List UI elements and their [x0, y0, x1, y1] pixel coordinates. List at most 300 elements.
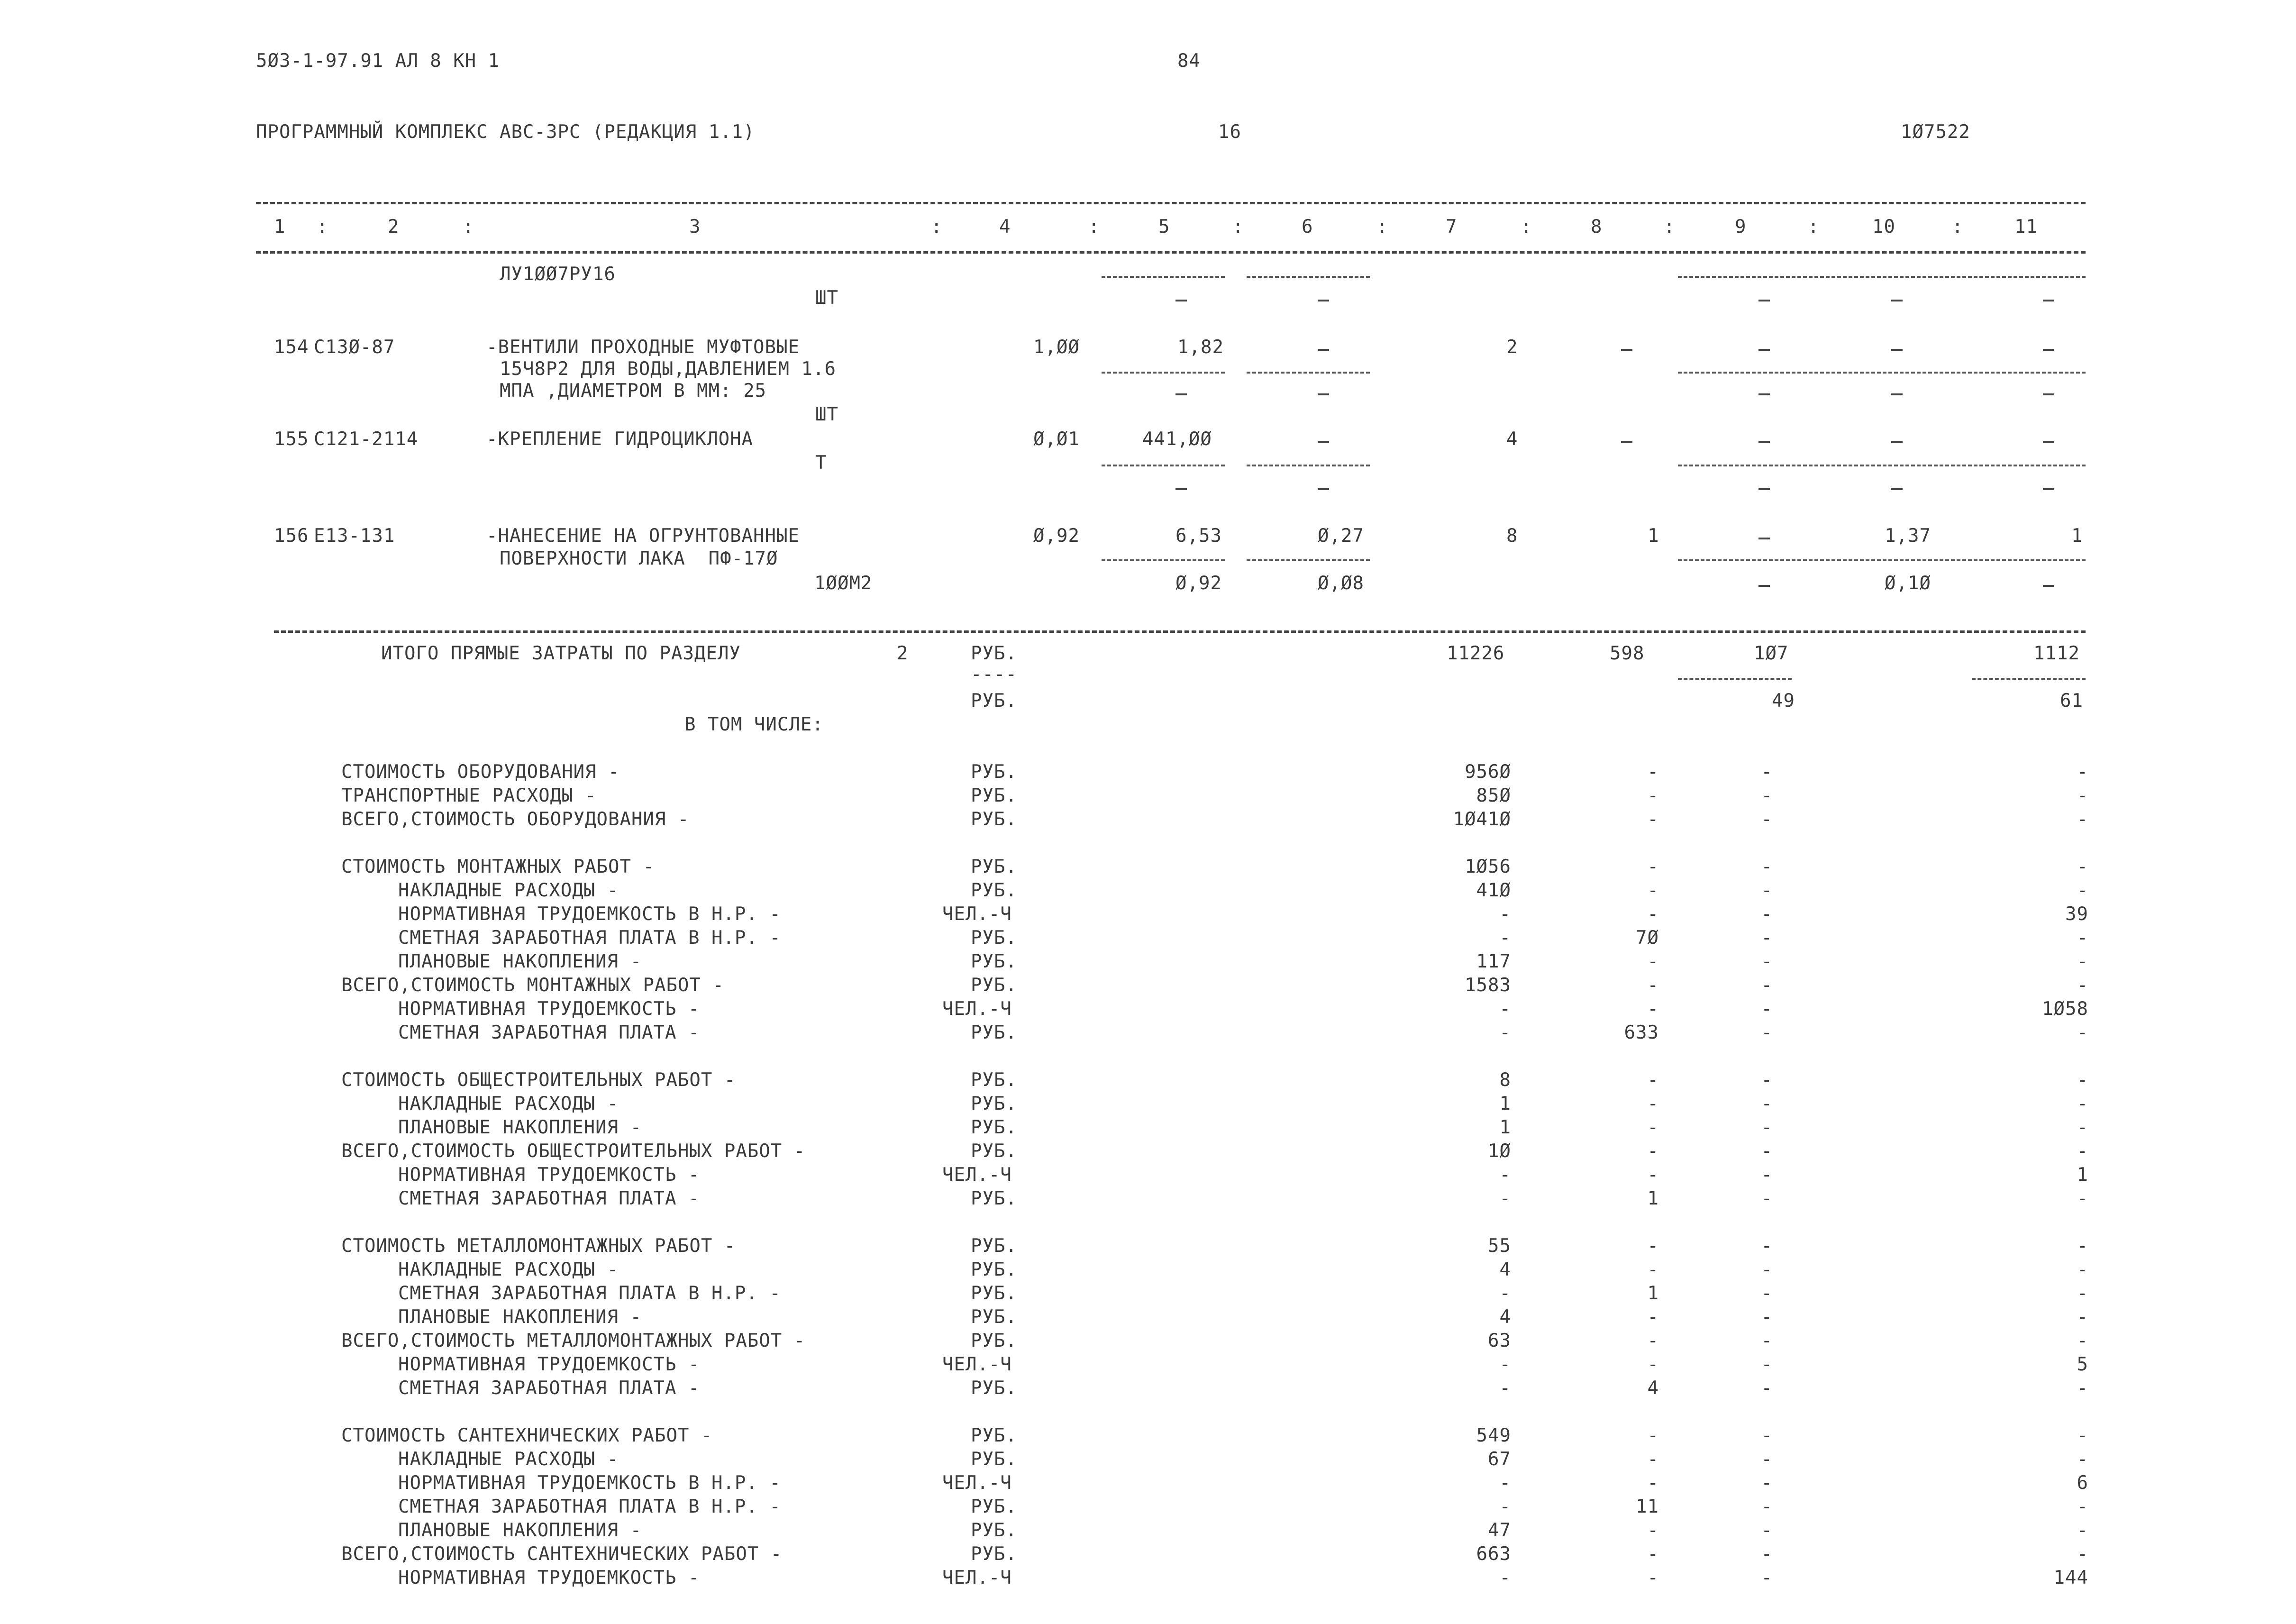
cost-row-col8: - [1647, 785, 1659, 806]
item-description: ЛУ1ØØ7РУ16 [500, 264, 616, 285]
cost-row-label: ВСЕГО,СТОИМОСТЬ ОБОРУДОВАНИЯ - [341, 809, 690, 830]
cost-row-col9: - [1761, 1567, 1773, 1588]
cost-row-col8: - [1647, 1520, 1659, 1541]
cost-row-col8: - [1647, 1425, 1659, 1446]
cost-row-unit: ЧЕЛ.-Ч [942, 1164, 1012, 1186]
cost-row-label: СМЕТНАЯ ЗАРАБОТНАЯ ПЛАТА В Н.Р. - [398, 1496, 781, 1517]
cost-row-label: ПЛАНОВЫЕ НАКОПЛЕНИЯ - [398, 1520, 642, 1541]
split-rule [1678, 276, 2086, 278]
split-rule [1247, 465, 1370, 466]
column-header: 6 [1302, 216, 1313, 237]
cost-row-unit: РУБ. [971, 975, 1017, 996]
cost-row-label: ПЛАНОВЫЕ НАКОПЛЕНИЯ - [398, 1117, 642, 1138]
total-unit: РУБ. [971, 690, 1017, 712]
cost-row-col9: - [1761, 1235, 1773, 1257]
split-rule [1247, 276, 1370, 278]
cost-row-col9: - [1761, 1472, 1773, 1494]
cost-row-col11: 144 [2053, 1567, 2088, 1588]
cost-row-col8: - [1647, 809, 1659, 830]
item-code: С121-2114 [314, 429, 419, 450]
cost-row-col7: - [1499, 1567, 1511, 1588]
cost-row-unit: РУБ. [971, 880, 1017, 901]
cost-row-col8: 11 [1636, 1496, 1659, 1517]
dash-mark [1891, 300, 1903, 301]
dash-mark [1891, 349, 1903, 351]
item-quantity: 1,ØØ [1033, 337, 1080, 358]
item-col10: 1,37 [1885, 525, 1931, 547]
item-number: 154 [274, 337, 309, 358]
cost-row-col9: - [1761, 1188, 1773, 1209]
column-header: 1 [274, 216, 286, 237]
column-header: 4 [999, 216, 1011, 237]
cost-row-col8: - [1647, 1140, 1659, 1162]
cost-row-col7: - [1499, 1022, 1511, 1043]
cost-row-col7: - [1499, 998, 1511, 1020]
dash-mark [1318, 488, 1329, 490]
cost-row-label: ВСЕГО,СТОИМОСТЬ МОНТАЖНЫХ РАБОТ - [341, 975, 724, 996]
cost-row-col11: - [2077, 1330, 2088, 1351]
cost-row-col8: - [1647, 856, 1659, 877]
page-top-number: 84 [1177, 50, 1201, 72]
dash-mark [1621, 441, 1632, 443]
cost-row-unit: РУБ. [971, 761, 1017, 783]
cost-row-col8: 1 [1647, 1188, 1659, 1209]
dash-mark [1758, 349, 1770, 351]
cost-row-col7: - [1499, 1188, 1511, 1209]
cost-row-col7: 1 [1499, 1117, 1511, 1138]
column-separator: : [1808, 216, 1820, 237]
cost-row-label: СМЕТНАЯ ЗАРАБОТНАЯ ПЛАТА - [398, 1022, 700, 1043]
split-rule [1247, 372, 1370, 374]
cost-row-col9: - [1761, 927, 1773, 949]
column-header: 5 [1158, 216, 1170, 237]
cost-row-col7: - [1499, 1496, 1511, 1517]
cost-row-col9: - [1761, 1354, 1773, 1375]
cost-row-col7: 1Ø41Ø [1453, 809, 1511, 830]
cost-row-col11: - [2077, 785, 2088, 806]
cost-row-unit: ЧЕЛ.-Ч [942, 998, 1012, 1020]
item-col7: 2 [1506, 337, 1518, 358]
dash-mark [1758, 488, 1770, 490]
cost-row-unit: РУБ. [971, 1259, 1017, 1280]
cost-row-col7: - [1499, 927, 1511, 949]
cost-row-col7: 55 [1488, 1235, 1511, 1257]
cost-row-col7: 1Ø [1488, 1140, 1511, 1162]
cost-row-unit: РУБ. [971, 1449, 1017, 1470]
cost-row-col11: - [2077, 1283, 2088, 1304]
cost-row-col11: - [2077, 975, 2088, 996]
cost-row-unit: ЧЕЛ.-Ч [942, 903, 1012, 925]
total-label: ИТОГО ПРЯМЫЕ ЗАТРАТЫ ПО РАЗДЕЛУ [381, 643, 741, 664]
cost-row-col11: - [2077, 1543, 2088, 1565]
dash-mark [1318, 349, 1329, 351]
cost-row-col7: - [1499, 1378, 1511, 1399]
cost-row-label: НОРМАТИВНАЯ ТРУДОЕМКОСТЬ - [398, 998, 700, 1020]
total-col8: 598 [1610, 643, 1645, 664]
split-rule [1678, 372, 2086, 374]
item-unit: ШТ [815, 287, 838, 309]
cost-row-col7: - [1499, 903, 1511, 925]
column-header: 3 [689, 216, 701, 237]
cost-row-col8: - [1647, 1330, 1659, 1351]
item-code: С13Ø-87 [314, 337, 395, 358]
cost-row-col9: - [1761, 1117, 1773, 1138]
cost-row-col7: 549 [1476, 1425, 1511, 1446]
cost-row-unit: РУБ. [971, 1188, 1017, 1209]
cost-row-col8: - [1647, 761, 1659, 783]
cost-row-col8: - [1647, 1306, 1659, 1328]
cost-row-label: ВСЕГО,СТОИМОСТЬ ОБЩЕСТРОИТЕЛЬНЫХ РАБОТ - [341, 1140, 806, 1162]
item-col6: Ø,27 [1318, 525, 1364, 547]
cost-row-col11: - [2077, 1022, 2088, 1043]
cost-row-label: СМЕТНАЯ ЗАРАБОТНАЯ ПЛАТА В Н.Р. - [398, 927, 781, 949]
cost-row-col8: - [1647, 951, 1659, 972]
item-description: ПОВЕРХНОСТИ ЛАКА ПФ-17Ø [500, 548, 778, 569]
cost-row-col11: 1 [2077, 1164, 2088, 1186]
cost-row-col9: - [1761, 1093, 1773, 1114]
dash-mark [2043, 393, 2054, 395]
item-quantity: Ø,92 [1033, 525, 1080, 547]
dash-mark [1758, 393, 1770, 395]
dash-mark [2043, 585, 2054, 587]
item-col7: 8 [1506, 525, 1518, 547]
cost-row-col9: - [1761, 785, 1773, 806]
cost-row-unit: РУБ. [971, 1283, 1017, 1304]
cost-row-col8: - [1647, 1069, 1659, 1091]
dash-mark [1318, 393, 1329, 395]
cost-row-col9: - [1761, 1259, 1773, 1280]
item-description: -НАНЕСЕНИЕ НА ОГРУНТОВАННЫЕ [486, 525, 800, 547]
column-header: 9 [1735, 216, 1747, 237]
column-header: 2 [388, 216, 400, 237]
cost-row-unit: РУБ. [971, 809, 1017, 830]
total-col9: 1Ø7 [1754, 643, 1789, 664]
cost-row-col8: - [1647, 975, 1659, 996]
cost-row-col9: - [1761, 951, 1773, 972]
cost-row-unit: РУБ. [971, 951, 1017, 972]
cost-row-label: НАКЛАДНЫЕ РАСХОДЫ - [398, 1259, 619, 1280]
header-rule-bottom [256, 251, 2086, 254]
split-rule [1972, 678, 2086, 680]
dash-mark [1891, 488, 1903, 490]
cost-row-col11: - [2077, 856, 2088, 877]
cost-row-col9: - [1761, 1378, 1773, 1399]
dash-mark [1175, 300, 1187, 301]
cost-row-label: СТОИМОСТЬ МЕТАЛЛОМОНТАЖНЫХ РАБОТ - [341, 1235, 736, 1257]
total-col9-base: 49 [1772, 690, 1795, 712]
cost-row-label: НОРМАТИВНАЯ ТРУДОЕМКОСТЬ В Н.Р. - [398, 1472, 781, 1494]
cost-row-unit: РУБ. [971, 785, 1017, 806]
cost-row-col11: - [2077, 951, 2088, 972]
cost-row-col9: - [1761, 903, 1773, 925]
column-separator: : [317, 216, 328, 237]
item-description: МПА ,ДИАМЕТРОМ В ММ: 25 [500, 380, 767, 401]
cost-row-col11: - [2077, 1378, 2088, 1399]
cost-row-col11: - [2077, 880, 2088, 901]
cost-row-label: СМЕТНАЯ ЗАРАБОТНАЯ ПЛАТА - [398, 1188, 700, 1209]
cost-row-col9: - [1761, 1022, 1773, 1043]
cost-row-unit: РУБ. [971, 927, 1017, 949]
split-rule [1102, 372, 1225, 374]
header-rule-top [256, 202, 2086, 204]
cost-row-unit: РУБ. [971, 1022, 1017, 1043]
split-rule [1678, 559, 2086, 561]
cost-row-col8: - [1647, 903, 1659, 925]
cost-row-unit: ЧЕЛ.-Ч [942, 1354, 1012, 1375]
cost-row-col9: - [1761, 1069, 1773, 1091]
cost-row-label: ВСЕГО,СТОИМОСТЬ МЕТАЛЛОМОНТАЖНЫХ РАБОТ - [341, 1330, 806, 1351]
item-col7: 4 [1506, 429, 1518, 450]
cost-row-label: НАКЛАДНЫЕ РАСХОДЫ - [398, 880, 619, 901]
split-rule [1247, 559, 1370, 561]
sheet-number: 16 [1218, 121, 1241, 143]
cost-row-label: НОРМАТИВНАЯ ТРУДОЕМКОСТЬ - [398, 1164, 700, 1186]
cost-row-label: ТРАНСПОРТНЫЕ РАСХОДЫ - [341, 785, 597, 806]
column-separator: : [931, 216, 943, 237]
cost-row-col11: - [2077, 1425, 2088, 1446]
cost-row-col7: 956Ø [1465, 761, 1511, 783]
split-rule [1678, 678, 1792, 680]
cost-row-label: СМЕТНАЯ ЗАРАБОТНАЯ ПЛАТА В Н.Р. - [398, 1283, 781, 1304]
cost-row-label: СМЕТНАЯ ЗАРАБОТНАЯ ПЛАТА - [398, 1378, 700, 1399]
dash-mark [1318, 441, 1329, 443]
total-col7: 11226 [1447, 643, 1505, 664]
cost-row-unit: РУБ. [971, 1496, 1017, 1517]
cost-row-col9: - [1761, 998, 1773, 1020]
cost-row-col8: - [1647, 1259, 1659, 1280]
cost-row-col9: - [1761, 1543, 1773, 1565]
cost-row-col9: - [1761, 975, 1773, 996]
cost-row-col8: - [1647, 1543, 1659, 1565]
cost-row-col8: - [1647, 1449, 1659, 1470]
cost-row-col9: - [1761, 1283, 1773, 1304]
dash-mark [2043, 300, 2054, 301]
cost-row-col9: - [1761, 1140, 1773, 1162]
cost-row-label: СТОИМОСТЬ ОБЩЕСТРОИТЕЛЬНЫХ РАБОТ - [341, 1069, 736, 1091]
cost-row-col9: - [1761, 856, 1773, 877]
cost-row-unit: РУБ. [971, 1330, 1017, 1351]
item-price: 1,82 [1177, 337, 1224, 358]
cost-row-col9: - [1761, 1449, 1773, 1470]
column-header: 8 [1591, 216, 1603, 237]
cost-row-col8: 4 [1647, 1378, 1659, 1399]
item-col6-base: Ø,Ø8 [1318, 573, 1364, 594]
cost-row-col9: - [1761, 880, 1773, 901]
cost-row-col8: - [1647, 880, 1659, 901]
cost-row-col8: - [1647, 1567, 1659, 1588]
cost-row-col8: - [1647, 1093, 1659, 1114]
cost-row-unit: РУБ. [971, 1520, 1017, 1541]
total-col11-base: 61 [2060, 690, 2083, 712]
cost-row-label: ПЛАНОВЫЕ НАКОПЛЕНИЯ - [398, 951, 642, 972]
column-header: 11 [2014, 216, 2038, 237]
cost-row-unit: РУБ. [971, 1306, 1017, 1328]
item-unit: 1ØØМ2 [814, 573, 873, 594]
item-code: Е13-131 [314, 525, 395, 547]
cost-row-unit: РУБ. [971, 1235, 1017, 1257]
dash-mark [2043, 349, 2054, 351]
column-separator: : [1521, 216, 1532, 237]
cost-row-col7: 67 [1488, 1449, 1511, 1470]
cost-row-col11: - [2077, 927, 2088, 949]
cost-row-unit: РУБ. [971, 856, 1017, 877]
item-description: -ВЕНТИЛИ ПРОХОДНЫЕ МУФТОВЫЕ [486, 337, 800, 358]
cost-row-col9: - [1761, 1425, 1773, 1446]
dash-mark [2043, 488, 2054, 490]
column-separator: : [1664, 216, 1676, 237]
cost-row-col11: 39 [2065, 903, 2088, 925]
column-header: 7 [1446, 216, 1458, 237]
program-title: ПРОГРАММНЫЙ КОМПЛЕКС АВС-3РС (РЕДАКЦИЯ 1.1) [256, 121, 755, 143]
item-number: 155 [274, 429, 309, 450]
cost-row-col8: - [1647, 1235, 1659, 1257]
split-rule [1678, 465, 2086, 466]
item-number: 156 [274, 525, 309, 547]
cost-row-col8: - [1647, 1354, 1659, 1375]
cost-row-col11: - [2077, 761, 2088, 783]
item-price-base: Ø,92 [1175, 573, 1222, 594]
item-col8: 1 [1648, 525, 1659, 547]
cost-row-col11: - [2077, 1069, 2088, 1091]
cost-row-col11: - [2077, 809, 2088, 830]
cost-row-label: СТОИМОСТЬ ОБОРУДОВАНИЯ - [341, 761, 620, 783]
cost-row-col7: 1Ø56 [1465, 856, 1511, 877]
cost-row-col11: - [2077, 1235, 2088, 1257]
cost-row-unit: РУБ. [971, 1117, 1017, 1138]
item-unit: ШТ [815, 404, 838, 425]
cost-row-col7: - [1499, 1472, 1511, 1494]
column-separator: : [463, 216, 474, 237]
cost-row-unit: РУБ. [971, 1378, 1017, 1399]
cost-row-label: ПЛАНОВЫЕ НАКОПЛЕНИЯ - [398, 1306, 642, 1328]
dash-mark [1758, 538, 1770, 539]
cost-row-unit: РУБ. [971, 1425, 1017, 1446]
cost-row-col7: - [1499, 1283, 1511, 1304]
dash-mark [1175, 488, 1187, 490]
cost-row-col8: 633 [1624, 1022, 1659, 1043]
dash-mark [1758, 441, 1770, 443]
cost-row-unit: РУБ. [971, 1069, 1017, 1091]
dash-mark [1891, 393, 1903, 395]
dash-mark [1758, 300, 1770, 301]
cost-row-unit: ЧЕЛ.-Ч [942, 1567, 1012, 1588]
cost-row-col7: 663 [1476, 1543, 1511, 1565]
cost-row-col8: - [1647, 998, 1659, 1020]
cost-row-col11: - [2077, 1449, 2088, 1470]
document-number: 1Ø7522 [1901, 121, 1970, 143]
cost-row-col7: - [1499, 1164, 1511, 1186]
item-price: 6,53 [1175, 525, 1222, 547]
item-description: 15Ч8Р2 ДЛЯ ВОДЫ,ДАВЛЕНИЕМ 1.6 [500, 358, 836, 380]
item-col11: 1 [2071, 525, 2083, 547]
cost-row-label: НОРМАТИВНАЯ ТРУДОЕМКОСТЬ - [398, 1354, 700, 1375]
cost-row-col8: - [1647, 1472, 1659, 1494]
cost-row-col8: 7Ø [1636, 927, 1659, 949]
cost-row-label: НАКЛАДНЫЕ РАСХОДЫ - [398, 1449, 619, 1470]
column-header: 10 [1872, 216, 1895, 237]
total-section-number: 2 [897, 643, 909, 664]
cost-row-label: НОРМАТИВНАЯ ТРУДОЕМКОСТЬ В Н.Р. - [398, 903, 781, 925]
cost-row-col11: 5 [2077, 1354, 2088, 1375]
item-price: 441,ØØ [1142, 429, 1212, 450]
total-unit-dash: ---- [971, 664, 1017, 685]
item-unit: Т [815, 452, 827, 474]
dash-mark [2043, 441, 2054, 443]
cost-row-col7: 85Ø [1476, 785, 1511, 806]
total-col11: 1112 [2033, 643, 2080, 664]
cost-row-col7: 47 [1488, 1520, 1511, 1541]
cost-row-col7: 1583 [1465, 975, 1511, 996]
document-code: 5Ø3-1-97.91 АЛ 8 КН 1 [256, 50, 500, 72]
split-rule [1102, 465, 1225, 466]
cost-row-col11: - [2077, 1520, 2088, 1541]
cost-row-col11: - [2077, 1117, 2088, 1138]
cost-row-col7: 63 [1488, 1330, 1511, 1351]
item-description: -КРЕПЛЕНИЕ ГИДРОЦИКЛОНА [486, 429, 754, 450]
cost-row-col11: - [2077, 1093, 2088, 1114]
column-separator: : [1232, 216, 1244, 237]
cost-row-col7: 4 [1499, 1259, 1511, 1280]
cost-row-col9: - [1761, 761, 1773, 783]
cost-row-col9: - [1761, 1520, 1773, 1541]
cost-row-unit: РУБ. [971, 1093, 1017, 1114]
dash-mark [1891, 441, 1903, 443]
total-rule [274, 630, 2086, 633]
dash-mark [1758, 585, 1770, 587]
cost-row-col7: 4 [1499, 1306, 1511, 1328]
dash-mark [1318, 300, 1329, 301]
cost-row-col11: - [2077, 1140, 2088, 1162]
cost-row-col9: - [1761, 809, 1773, 830]
dash-mark [1621, 349, 1632, 351]
cost-row-label: СТОИМОСТЬ САНТЕХНИЧЕСКИХ РАБОТ - [341, 1425, 713, 1446]
cost-row-col8: - [1647, 1164, 1659, 1186]
total-unit: РУБ. [971, 643, 1017, 664]
column-separator: : [1376, 216, 1388, 237]
cost-row-label: ВСЕГО,СТОИМОСТЬ САНТЕХНИЧЕСКИХ РАБОТ - [341, 1543, 783, 1565]
cost-row-col7: 8 [1499, 1069, 1511, 1091]
cost-row-col7: 117 [1476, 951, 1511, 972]
including-heading: В ТОМ ЧИСЛЕ: [684, 714, 824, 735]
cost-row-col11: - [2077, 1259, 2088, 1280]
dash-mark [1175, 393, 1187, 395]
cost-row-col11: - [2077, 1188, 2088, 1209]
cost-row-col9: - [1761, 1330, 1773, 1351]
cost-row-col7: 1 [1499, 1093, 1511, 1114]
cost-row-label: НОРМАТИВНАЯ ТРУДОЕМКОСТЬ - [398, 1567, 700, 1588]
cost-row-col9: - [1761, 1164, 1773, 1186]
cost-row-col11: - [2077, 1306, 2088, 1328]
cost-row-label: СТОИМОСТЬ МОНТАЖНЫХ РАБОТ - [341, 856, 655, 877]
cost-row-col8: 1 [1647, 1283, 1659, 1304]
cost-row-col11: 1Ø58 [2042, 998, 2088, 1020]
cost-row-unit: ЧЕЛ.-Ч [942, 1472, 1012, 1494]
cost-row-col7: - [1499, 1354, 1511, 1375]
item-quantity: Ø,Ø1 [1033, 429, 1080, 450]
cost-row-col9: - [1761, 1496, 1773, 1517]
split-rule [1102, 559, 1225, 561]
cost-row-col7: 41Ø [1476, 880, 1511, 901]
cost-row-col11: 6 [2077, 1472, 2088, 1494]
cost-row-col8: - [1647, 1117, 1659, 1138]
cost-row-col11: - [2077, 1496, 2088, 1517]
item-col10-base: Ø,1Ø [1885, 573, 1931, 594]
column-separator: : [1952, 216, 1964, 237]
cost-row-unit: РУБ. [971, 1543, 1017, 1565]
cost-row-unit: РУБ. [971, 1140, 1017, 1162]
cost-row-label: НАКЛАДНЫЕ РАСХОДЫ - [398, 1093, 619, 1114]
split-rule [1102, 276, 1225, 278]
